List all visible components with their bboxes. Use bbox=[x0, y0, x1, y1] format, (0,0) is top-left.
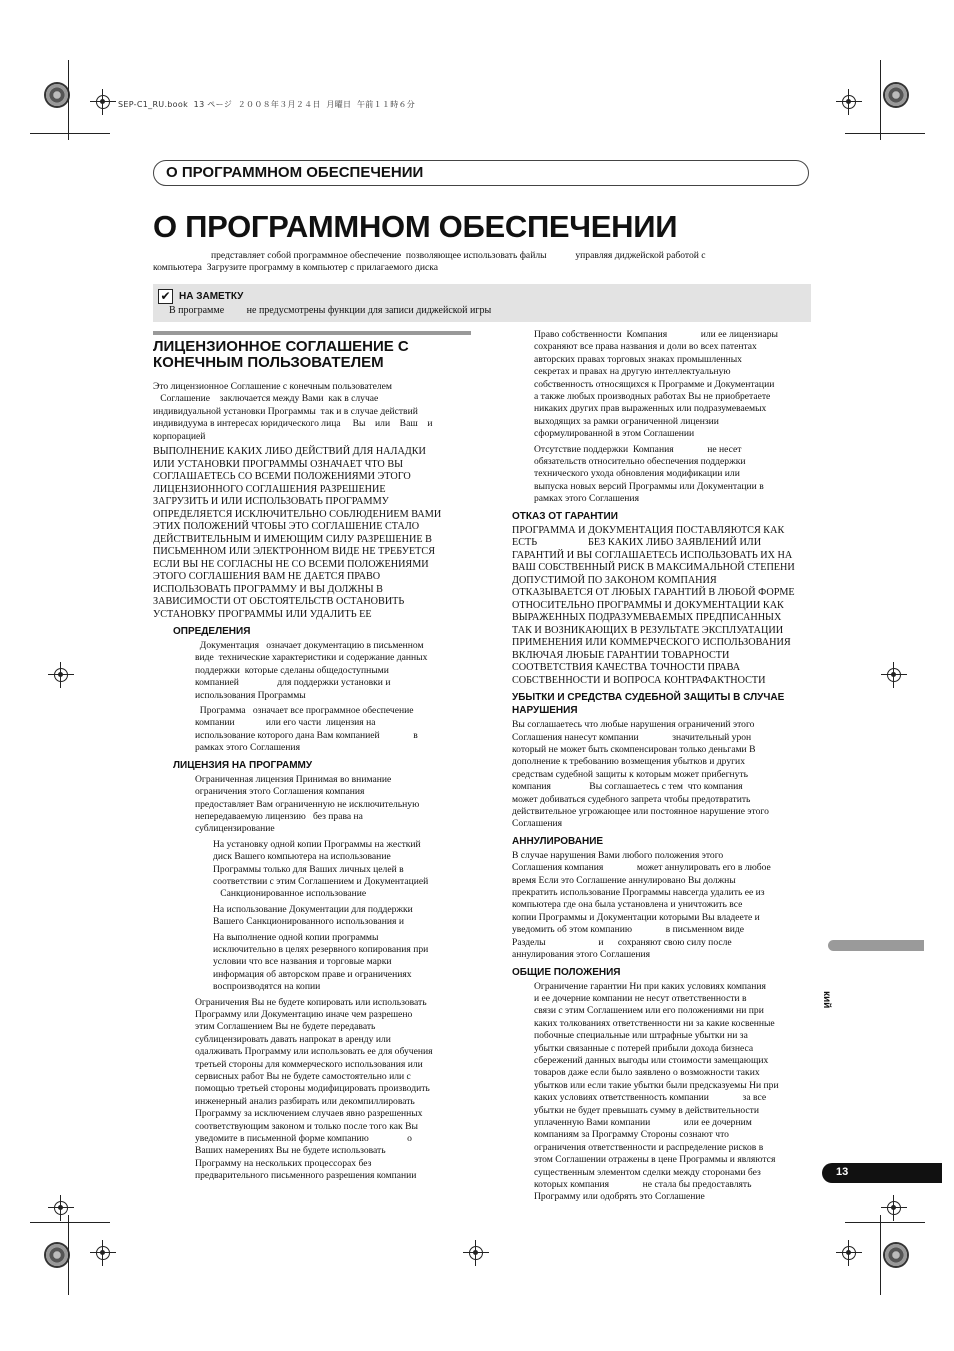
damages-paragraph bbox=[512, 719, 812, 831]
crosshair-mark bbox=[881, 662, 907, 688]
text-line: ОПРЕДЕЛЯЕТСЯ ИСКЛЮЧИТЕЛЬНО СОБЛЮДЕНИЕМ ВАМИ bbox=[153, 508, 442, 520]
crosshair-mark bbox=[836, 89, 862, 115]
text-line: рамках этого Соглашения bbox=[195, 742, 300, 754]
text-line: использование которого дана Вам компанией в bbox=[195, 729, 418, 741]
crosshair-mark bbox=[90, 1240, 116, 1266]
text-line: Вы соглашаетесь что любые нарушения ограничений этого bbox=[512, 719, 755, 731]
right-column bbox=[512, 329, 812, 1207]
side-tab-bar bbox=[828, 940, 924, 951]
consent-caps-paragraph bbox=[153, 446, 471, 621]
text-line: предоставляет Вам ограниченную не исключительную bbox=[195, 798, 420, 810]
text-line: никаких других прав выраженных или подразумеваемых bbox=[534, 403, 767, 415]
text-line: ВЫРАЖЕННЫХ ПОДРАЗУМЕВАЕМЫХ ПРЕДПИСАННЫХ bbox=[512, 612, 782, 624]
text-line: соответствующим законом и только после того как Вы bbox=[195, 1120, 418, 1132]
text-line: Право собственности Компания или ее лицензиары bbox=[534, 329, 778, 340]
text-line: действительное угрожающее или постоянное нарушение этого bbox=[512, 806, 769, 818]
text-line: товаров даже если было заявлено о возможности таких bbox=[534, 1067, 760, 1079]
text-line: ВКЛЮЧАЯ ЛЮБЫЕ ГАРАНТИИ ТОВАРНОСТИ bbox=[512, 649, 730, 661]
text-line: убытки связанные с потерей прибыли дохода бизнеса bbox=[534, 1042, 754, 1054]
text-line: Санкционированное использование bbox=[213, 888, 367, 900]
text-line: УБЫТКИ И СРЕДСТВА СУДЕБНОЙ ЗАЩИТЫ В СЛУЧАЕ bbox=[512, 692, 785, 704]
text-line: ЭТОГО СОГЛАШЕНИЯ ВАМ НЕ ДАЕТСЯ ПРАВО bbox=[153, 571, 381, 583]
text-line: сохраняют все права названия и доли во всех патентах bbox=[534, 341, 757, 353]
text-line: Отсутствие поддержки Компания не несет bbox=[534, 443, 742, 455]
text-line: прекратить использование Программы навсегда удалить ее из bbox=[512, 887, 765, 899]
text-line: ОТКАЗЫВАЕТСЯ ОТ ЛЮБЫХ ГАРАНТИЙ В ЛЮБОЙ ФОРМЕ bbox=[512, 587, 795, 599]
text-line: инженерный анализ разбирать или декомпиллировать bbox=[195, 1095, 415, 1107]
text-line: каких условиях ответственность компании за все bbox=[534, 1092, 767, 1104]
text-line: одалживать Программу или использовать ее для обучения bbox=[195, 1046, 433, 1058]
text-line: использования Программы bbox=[195, 689, 306, 701]
note-text: В программе не предусмотрены функции для записи диджейской игры bbox=[169, 305, 492, 316]
text-line: индивидуальной установки Программы так и в случае действий bbox=[153, 405, 418, 417]
text-line: Программы только для Ваших личных целей в bbox=[213, 863, 404, 875]
registration-disc-top-right bbox=[883, 82, 909, 108]
text-line: уплаченную Вами компании или ее дочерним bbox=[534, 1116, 752, 1128]
text-line: сбережений данных выгоды или стоимости замещающих bbox=[534, 1054, 769, 1066]
text-line: сервисных работ Вы не будете самостоятельно или с bbox=[195, 1071, 411, 1083]
text-line: ЛИЦЕНЗИОННОГО СОГЛАШЕНИЯ РАЗРЕШЕНИЕ bbox=[153, 483, 386, 495]
text-line: На установку одной копии Программы на жесткий bbox=[213, 838, 421, 850]
text-line: ВАШ СОБСТВЕННЫЙ РИСК В МАКСИМАЛЬНОЙ СТЕПЕНИ bbox=[512, 562, 795, 574]
text-line: может добиваться судебного запрета чтобы предотвратить bbox=[512, 793, 751, 805]
text-line: диск Вашего компьютера на использование bbox=[213, 851, 391, 863]
text-line: ИСПОЛЬЗОВАТЬ ПРОГРАММУ И ВЫ ДОЛЖНЫ В bbox=[153, 583, 383, 595]
text-line: Ограниченная лицензия Принимая во внимание bbox=[195, 773, 392, 785]
text-line: каких толкованиях ответственности ни за какие косвенные bbox=[534, 1017, 775, 1029]
page-title: О ПРОГРАММНОМ ОБЕСПЕЧЕНИИ bbox=[153, 209, 678, 244]
damages-heading bbox=[512, 691, 812, 717]
heading-rule bbox=[153, 331, 471, 335]
text-line: ТАК И ВОЗНИКАЮЩИХ В РЕЗУЛЬТАТЕ ЭКСПЛУАТАЦИИ bbox=[512, 624, 784, 636]
license-heading bbox=[153, 339, 471, 371]
text-line: Ограничения Вы не будете копировать или использовать bbox=[195, 996, 427, 1008]
text-line: существенным элементом сделки между сторонами без bbox=[534, 1166, 761, 1178]
termination-heading: АННУЛИРОВАНИЕ bbox=[512, 835, 604, 847]
intro-line: компьютера Загрузите программу в компьютер с прилагаемого диска bbox=[153, 262, 439, 274]
text-line: индивидуума в интересах юридического лица Вы или Ваш и bbox=[153, 418, 433, 430]
text-line: СОГЛАШАЕТЕСЬ СО ВСЕМИ ПОЛОЖЕНИЯМИ ЭТОГО bbox=[153, 471, 411, 483]
text-line: копии Программы и Документации которыми Вы владеете и bbox=[512, 911, 760, 923]
intro-paragraph bbox=[153, 250, 813, 275]
definition-program bbox=[195, 705, 471, 755]
text-line: ОТНОСИТЕЛЬНО ПРОГРАММЫ И ДОКУМЕНТАЦИИ КАК bbox=[512, 599, 784, 611]
crop-line bbox=[68, 60, 69, 140]
warranty-heading: ОТКАЗ ОТ ГАРАНТИИ bbox=[512, 510, 618, 522]
text-line: НАРУШЕНИЯ bbox=[512, 705, 578, 717]
license-item-documentation bbox=[213, 904, 471, 929]
intro-agreement-paragraph bbox=[153, 381, 471, 443]
text-line: сформулированной в этом Соглашении bbox=[534, 428, 695, 440]
text-line: ГАРАНТИЙ И ВЫ СОГЛАШАЕТЕСЬ ИСПОЛЬЗОВАТЬ ИХ НА bbox=[512, 549, 793, 561]
text-line: В случае нарушения Вами любого положения этого bbox=[512, 849, 724, 861]
text-line: а также любых производных работах Вы не приобретаете bbox=[534, 391, 771, 403]
text-line: аннулирования этого Соглашения bbox=[512, 949, 651, 961]
crop-line bbox=[845, 1222, 925, 1223]
text-line: информация об авторском праве и ограничениях bbox=[213, 968, 412, 980]
text-line: Документация означает документацию в письменном bbox=[195, 640, 424, 652]
note-label: НА ЗАМЕТКУ bbox=[179, 291, 244, 302]
crosshair-mark bbox=[836, 1240, 862, 1266]
text-line: компьютера где она была установлена и уничтожить все bbox=[512, 899, 743, 911]
text-line: ограничения ответственности и распределение рисков в bbox=[534, 1141, 764, 1153]
text-line: ЭТИХ ПОЛОЖЕНИЙ ЧТОБЫ ЭТО СОГЛАШЕНИЕ СТАЛО bbox=[153, 521, 420, 533]
text-line: ЗАГРУЗИТЬ И ИЛИ ИСПОЛЬЗОВАТЬ ПРОГРАММУ bbox=[153, 496, 389, 508]
text-line: непередаваемую лицензию без права на bbox=[195, 810, 363, 822]
note-box bbox=[153, 284, 811, 322]
warranty-paragraph bbox=[512, 525, 812, 688]
text-line: предварительного письменного разрешения компании bbox=[195, 1170, 417, 1182]
side-tab-label: кий bbox=[821, 991, 832, 1009]
text-line: Программу или одобрять это Соглашение bbox=[534, 1191, 705, 1203]
text-line: связи с этим Соглашением или его положениями ни при bbox=[534, 1005, 764, 1017]
text-line: время Если это Соглашение аннулировано Вы должны bbox=[512, 874, 736, 886]
text-line: убытки не будет превышать сумму в действительности bbox=[534, 1104, 759, 1116]
text-line: Вашего Санкционированного использования и bbox=[213, 916, 404, 928]
text-line: ДЕЙСТВИТЕЛЬНЫМ И ИМЕЮЩИМ СИЛУ РАЗРЕШЕНИЕ В bbox=[153, 533, 432, 545]
definitions-heading: ОПРЕДЕЛЕНИЯ bbox=[173, 626, 251, 638]
limited-license-paragraph bbox=[195, 774, 471, 836]
general-heading: ОБЩИЕ ПОЛОЖЕНИЯ bbox=[512, 966, 621, 978]
text-line: компанией для поддержки установки и bbox=[195, 677, 391, 689]
text-line: рамках этого Соглашения bbox=[534, 493, 639, 505]
termination-paragraph bbox=[512, 850, 812, 962]
text-line: Это лицензионное Соглашение с конечным пользователем bbox=[153, 381, 392, 392]
text-line: ПИСЬМЕННОМ ИЛИ ЭЛЕКТРОННОМ ВИДЕ НЕ ТРЕБУЕТСЯ bbox=[153, 546, 435, 558]
text-line: На выполнение одной копии программы bbox=[213, 931, 379, 943]
text-line: На использование Документации для поддержки bbox=[213, 903, 413, 915]
text-line: СООТВЕТСТВИЯ КАЧЕСТВА ТОЧНОСТИ ПРАВА bbox=[512, 662, 741, 674]
text-line: ЕСЛИ ВЫ НЕ СОГЛАСНЫ НЕ СО ВСЕМИ ПОЛОЖЕНИЯМИ bbox=[153, 558, 429, 570]
section-tab-label: О ПРОГРАММНОМ ОБЕСПЕЧЕНИИ bbox=[166, 164, 424, 181]
no-support-paragraph bbox=[534, 444, 812, 506]
text-line: обязательств относительно обеспечения поддержки bbox=[534, 456, 746, 468]
text-line: Программу на нескольких процессорах без bbox=[195, 1157, 372, 1169]
text-line: ограничения этого Соглашения компания bbox=[195, 786, 365, 798]
text-line: выходящих за рамки ограниченной лицензии bbox=[534, 415, 719, 427]
license-heading-line: ЛИЦЕНЗИОННОЕ СОГЛАШЕНИЕ С bbox=[153, 338, 409, 355]
text-line: этим Соглашением Вы не будете передавать bbox=[195, 1021, 376, 1033]
page-number: 13 bbox=[836, 1166, 849, 1178]
text-line: сублицензировать давать напрокат в аренду или bbox=[195, 1033, 391, 1045]
text-line: авторских правах торговых знаках промышленных bbox=[534, 353, 742, 365]
registration-disc-bottom-right bbox=[883, 1242, 909, 1268]
text-line: третьей стороны для коммерческого использования или bbox=[195, 1058, 423, 1070]
text-line: средствам судебной защиты к которым может прибегнуть bbox=[512, 768, 749, 780]
text-line: этом Соглашении отражены в цене Программы и являются bbox=[534, 1154, 776, 1166]
text-line: СОБСТВЕННОСТИ И ВОПРОСА КОНТРАФАКТНОСТИ bbox=[512, 674, 766, 686]
text-line: и ее дочерние компании не несут ответственности в bbox=[534, 992, 747, 1004]
text-line: Программа означает все программное обеспечение bbox=[195, 705, 414, 717]
section-tab bbox=[153, 160, 809, 186]
text-line: Ваших намерениях Вы не будете использовать bbox=[195, 1145, 386, 1157]
header-slug: SEP-C1_RU.book 13 ページ ２００８年３月２４日 月曜日 午前１１時６分 bbox=[118, 100, 416, 109]
text-line: УСТАНОВКУ ПРОГРАММЫ ИЛИ УДАЛИТЬ ЕЕ bbox=[153, 608, 372, 620]
checkmark-icon: ✔ bbox=[158, 289, 173, 304]
crosshair-mark bbox=[881, 1195, 907, 1221]
text-line: Соглашения bbox=[512, 818, 563, 830]
text-line: Соглашения нанесут компании значительный урон bbox=[512, 731, 752, 743]
text-line: ЕСТЬ БЕЗ КАКИХ ЛИБО ЗАЯВЛЕНИЙ ИЛИ bbox=[512, 537, 762, 549]
text-line: ПРИМЕНЕНИЯ ИЛИ КОММЕРЧЕСКОГО ИСПОЛЬЗОВАНИЯ bbox=[512, 637, 791, 649]
license-program-heading: ЛИЦЕНЗИЯ НА ПРОГРАММУ bbox=[173, 759, 313, 771]
registration-disc-bottom-left bbox=[44, 1242, 70, 1268]
text-line: собственность относящихся к Программе и Документации bbox=[534, 378, 775, 390]
crop-line bbox=[30, 1222, 110, 1223]
text-line: Программу или Документацию иначе чем разрешено bbox=[195, 1009, 413, 1020]
left-column bbox=[153, 331, 471, 1186]
crop-line bbox=[30, 133, 110, 134]
crop-line bbox=[68, 1215, 69, 1295]
text-line: условии что все названия и торговые марки bbox=[213, 956, 392, 968]
page-number-tab bbox=[822, 1163, 942, 1183]
text-line: Программу за исключением случаев явно разрешенных bbox=[195, 1108, 423, 1120]
text-line: выпуска новых версий Программы или Документации в bbox=[534, 480, 764, 492]
text-line: ЗАВИСИМОСТИ ОТ ОБСТОЯТЕЛЬСТВ ОСТАНОВИТЬ bbox=[153, 596, 405, 608]
text-line: соответствии с этим Соглашением и Документацией bbox=[213, 875, 429, 887]
text-line: дополнение к требованию возмещения убытков и других bbox=[512, 756, 745, 768]
text-line: секретах и правах на другую интеллектуальную bbox=[534, 366, 731, 378]
text-line: компания Вы соглашаетесь с тем что компания bbox=[512, 781, 743, 793]
definition-documentation bbox=[195, 640, 471, 702]
crop-line bbox=[880, 60, 881, 140]
license-item-backup bbox=[213, 932, 471, 994]
text-line: корпорацией bbox=[153, 430, 206, 442]
text-line: сублицензирование bbox=[195, 823, 275, 835]
text-line: которых компания не стала бы предоставлять bbox=[534, 1179, 752, 1190]
text-line: побочные специальные или штрафные убытки ни за bbox=[534, 1030, 748, 1042]
text-line: виде технические характеристики и содержание данных bbox=[195, 652, 428, 664]
text-line: Ограничение гарантии Ни при каких условиях компания bbox=[534, 980, 766, 992]
text-line: поддержки которые сделаны общедоступными bbox=[195, 664, 389, 676]
text-line: ПРОГРАММА И ДОКУМЕНТАЦИЯ ПОСТАВЛЯЮТСЯ КАК bbox=[512, 524, 785, 536]
text-line: который не может быть скомпенсирован только деньгами В bbox=[512, 744, 756, 755]
text-line: исключительно в целях резервного копирования при bbox=[213, 943, 429, 955]
text-line: технического ухода обновления модификации или bbox=[534, 468, 740, 480]
license-item-install bbox=[213, 839, 471, 901]
crop-line bbox=[880, 1215, 881, 1295]
text-line: уведомите в письменной форме компанию о bbox=[195, 1133, 412, 1145]
crosshair-mark bbox=[90, 89, 116, 115]
text-line: ВЫПОЛНЕНИЕ КАКИХ ЛИБО ДЕЙСТВИЙ ДЛЯ НАЛАДКИ bbox=[153, 446, 426, 458]
ownership-paragraph bbox=[534, 329, 812, 441]
text-line: ДОПУСТИМОЙ ПО ЗАКОНОМ КОМПАНИЯ bbox=[512, 574, 717, 586]
text-line: Соглашения компания может аннулировать его в любое bbox=[512, 862, 771, 874]
crop-line bbox=[845, 133, 925, 134]
text-line: компании или его части лицензия на bbox=[195, 717, 376, 729]
text-line: компаниям за Программу Стороны сознают что bbox=[534, 1129, 729, 1141]
text-line: убытков или если такие убытки были предсказуемы Ни при bbox=[534, 1079, 779, 1091]
crosshair-mark bbox=[463, 1240, 489, 1266]
text-line: Соглашение заключается между Вами как в случае bbox=[153, 393, 379, 405]
crosshair-mark bbox=[48, 662, 74, 688]
text-line: воспроизводятся на копии bbox=[213, 981, 321, 993]
crosshair-mark bbox=[48, 1195, 74, 1221]
intro-line: представляет собой программное обеспечение позволяющее использовать файлы управляя диджейской работой с bbox=[211, 250, 706, 261]
text-line: ИЛИ УСТАНОВКИ ПРОГРАММЫ ОЗНАЧАЕТ ЧТО ВЫ bbox=[153, 458, 404, 470]
text-line: уведомить об этом компанию в письменном виде bbox=[512, 924, 744, 936]
text-line: помощью третьей стороны модифицировать производить bbox=[195, 1083, 430, 1095]
license-heading-line: КОНЕЧНЫМ ПОЛЬЗОВАТЕЛЕМ bbox=[153, 354, 384, 371]
restrictions-paragraph bbox=[195, 997, 471, 1183]
general-paragraph bbox=[534, 981, 812, 1204]
text-line: Разделы и сохраняют свою силу после bbox=[512, 936, 732, 948]
registration-disc-top-left bbox=[44, 82, 70, 108]
